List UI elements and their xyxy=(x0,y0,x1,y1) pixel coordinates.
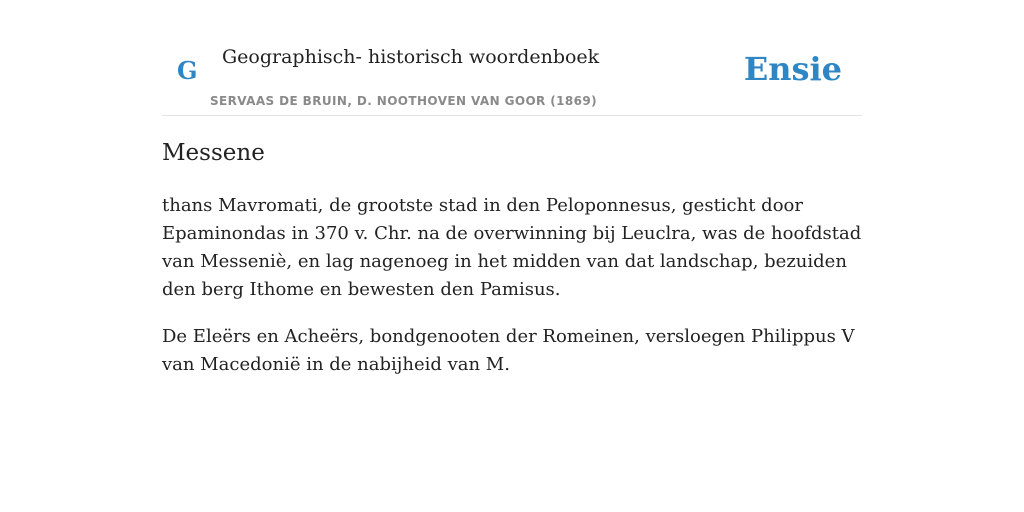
entry-title: Messene xyxy=(162,140,265,166)
page-header xyxy=(162,40,862,116)
book-logo-letter[interactable]: G xyxy=(177,56,198,85)
entry-paragraph: thans Mavromati, de grootste stad in den Peloponnesus, gesticht door Epaminondas in 370 v. Chr. na de overwinning bij Leuclra, was de hoofdstad van Messeniè, en lag nagenoeg in het midden van dat landschap, bezuiden den berg Ithome en bewesten den Pamisus. xyxy=(162,195,862,300)
book-authors: SERVAAS DE BRUIN, D. NOOTHOVEN VAN GOOR (1869) xyxy=(210,94,598,108)
book-title-link[interactable]: Geographisch- historisch woordenboek xyxy=(222,46,600,68)
entry-body xyxy=(162,192,862,398)
ensie-brand-logo[interactable]: Ensie xyxy=(743,50,842,88)
entry-paragraph: De Eleërs en Acheërs, bondgenooten der Romeinen, versloegen Philippus V van Macedonië in de nabijheid van M. xyxy=(162,326,855,375)
